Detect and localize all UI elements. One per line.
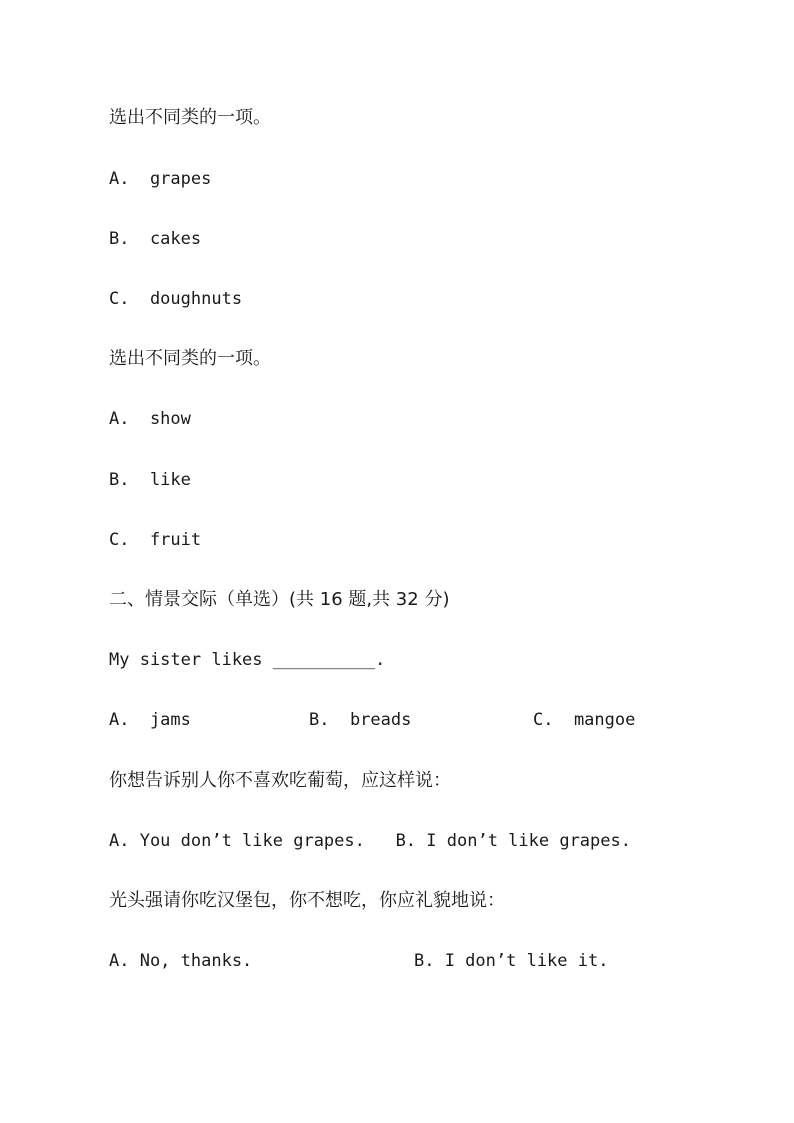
question-1-option-b: B. cakes xyxy=(109,229,202,249)
question-3-option-b: B. breads xyxy=(309,710,412,730)
section-heading: 二、情景交际（单选）(共 16 题,共 32 分) xyxy=(109,589,450,610)
question-5-option-a: A. No, thanks. xyxy=(109,951,253,971)
question-1-option-a: A. grapes xyxy=(109,169,212,189)
question-2-option-a: A. show xyxy=(109,409,191,429)
question-4-prompt: 你想告诉别人你不喜欢吃葡萄，应这样说： xyxy=(109,770,451,791)
question-4-options: A. You don’t like grapes. B. I don’t like grapes. xyxy=(109,831,631,851)
question-3-prompt: My sister likes __________. xyxy=(109,650,386,670)
question-2-option-c: C. fruit xyxy=(109,530,202,550)
question-3-option-a: A. jams xyxy=(109,710,191,730)
question-2-option-b: B. like xyxy=(109,470,191,490)
question-3-option-c: C. mangoe xyxy=(533,710,636,730)
question-1-prompt: 选出不同类的一项。 xyxy=(109,107,271,128)
question-5-option-b: B. I don’t like it. xyxy=(414,951,609,971)
question-1-option-c: C. doughnuts xyxy=(109,289,243,309)
question-5-prompt: 光头强请你吃汉堡包，你不想吃，你应礼貌地说： xyxy=(109,890,505,911)
question-2-prompt: 选出不同类的一项。 xyxy=(109,348,271,369)
